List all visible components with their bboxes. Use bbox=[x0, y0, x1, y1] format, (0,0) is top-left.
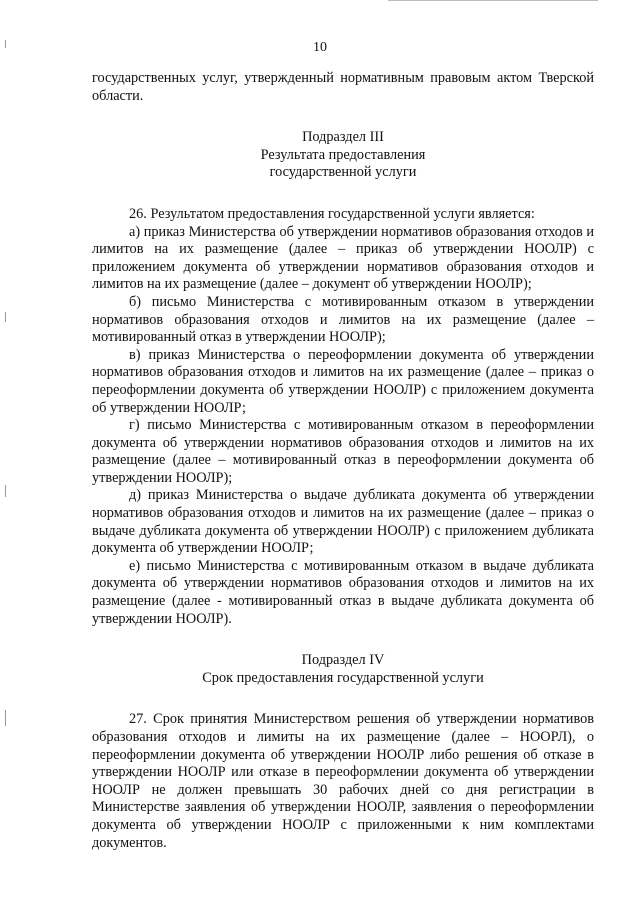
clause-26-item-d: г) письмо Министерства с мотивированным отказом в переоформлении документа об утверждении нормативов образования отходов и лимитов на их размещение (далее – мотивированный отказ в переоформлении документа об утверждении НООЛР); bbox=[92, 417, 594, 486]
subsection-3-subtitle: Результата предоставления bbox=[260, 146, 426, 163]
spacer bbox=[92, 182, 594, 206]
scan-top-rule bbox=[388, 0, 598, 1]
scan-edge-mark bbox=[5, 710, 6, 726]
subsection-4-subtitle: Срок предоставления государственной услуги bbox=[202, 669, 484, 686]
intro-paragraph: государственных услуг, утвержденный нормативным правовым актом Тверской области. bbox=[92, 70, 594, 104]
spacer bbox=[92, 105, 594, 129]
subsection-3-subtitle: государственной услуги bbox=[269, 164, 417, 181]
spacer bbox=[92, 687, 594, 711]
clause-26-item-a: а) приказ Министерства об утверждении нормативов образования отходов и лимитов на их размещение (далее – приказ об утверждении НООЛР) с приложением документа об утверждении нормативов образования отходов и лимитов на их размещение (далее – документ об утверждении НООЛР); bbox=[92, 223, 594, 293]
document-body bbox=[92, 70, 594, 852]
clause-26: 26. Результатом предоставления государственной услуги является: bbox=[129, 205, 535, 222]
scan-edge-mark bbox=[5, 312, 6, 322]
clause-26-item-b: б) письмо Министерства с мотивированным отказом в утверждении нормативов образования отходов и лимитов на их размещение (далее – мотивированный отказ в утверждении НООЛР); bbox=[92, 293, 594, 346]
scan-edge-mark bbox=[5, 485, 6, 497]
subsection-4-title: Подраздел IV bbox=[301, 652, 385, 669]
spacer bbox=[92, 628, 594, 652]
subsection-3-title: Подраздел III bbox=[302, 129, 384, 146]
clause-26-item-e: д) приказ Министерства о выдаче дубликата документа об утверждении нормативов образования отходов и лимитов на их размещение (далее – приказ о выдаче дубликата документа об утверждении НООЛР) с приложением дубликата документа об утверждении НООЛР; bbox=[92, 487, 594, 557]
clause-26-item-f: е) письмо Министерства с мотивированным отказом в выдаче дубликата документа об утверждении нормативов образования отходов и лимитов на их размещение (далее - мотивированный отказ в выдаче дубликата документа об утверждении НООЛР). bbox=[92, 557, 594, 627]
clause-27: 27. Срок принятия Министерством решения об утверждении нормативов образования отходов и лимиты на их размещение (далее – НООРЛ), о переоформлении документа об утверждении НООЛР либо решения об отказе в утверждении НООЛР или отказе в переоформлении документа об утверждении НООЛР не должен превышать 30 рабочих дней со дня регистрации в Министерстве заявления об утверждении НООЛР, заявления о переоформлении документа об утверждении НООЛР с приложенными к ним комплектами документов. bbox=[92, 711, 594, 851]
clause-26-item-c: в) приказ Министерства о переоформлении документа об утверждении нормативов образования отходов и лимитов на их размещение (далее – приказ о переоформлении документа об утверждении НООЛР) с приложением документа об утверждении НООЛР; bbox=[92, 346, 594, 416]
page-number: 10 bbox=[313, 40, 327, 55]
